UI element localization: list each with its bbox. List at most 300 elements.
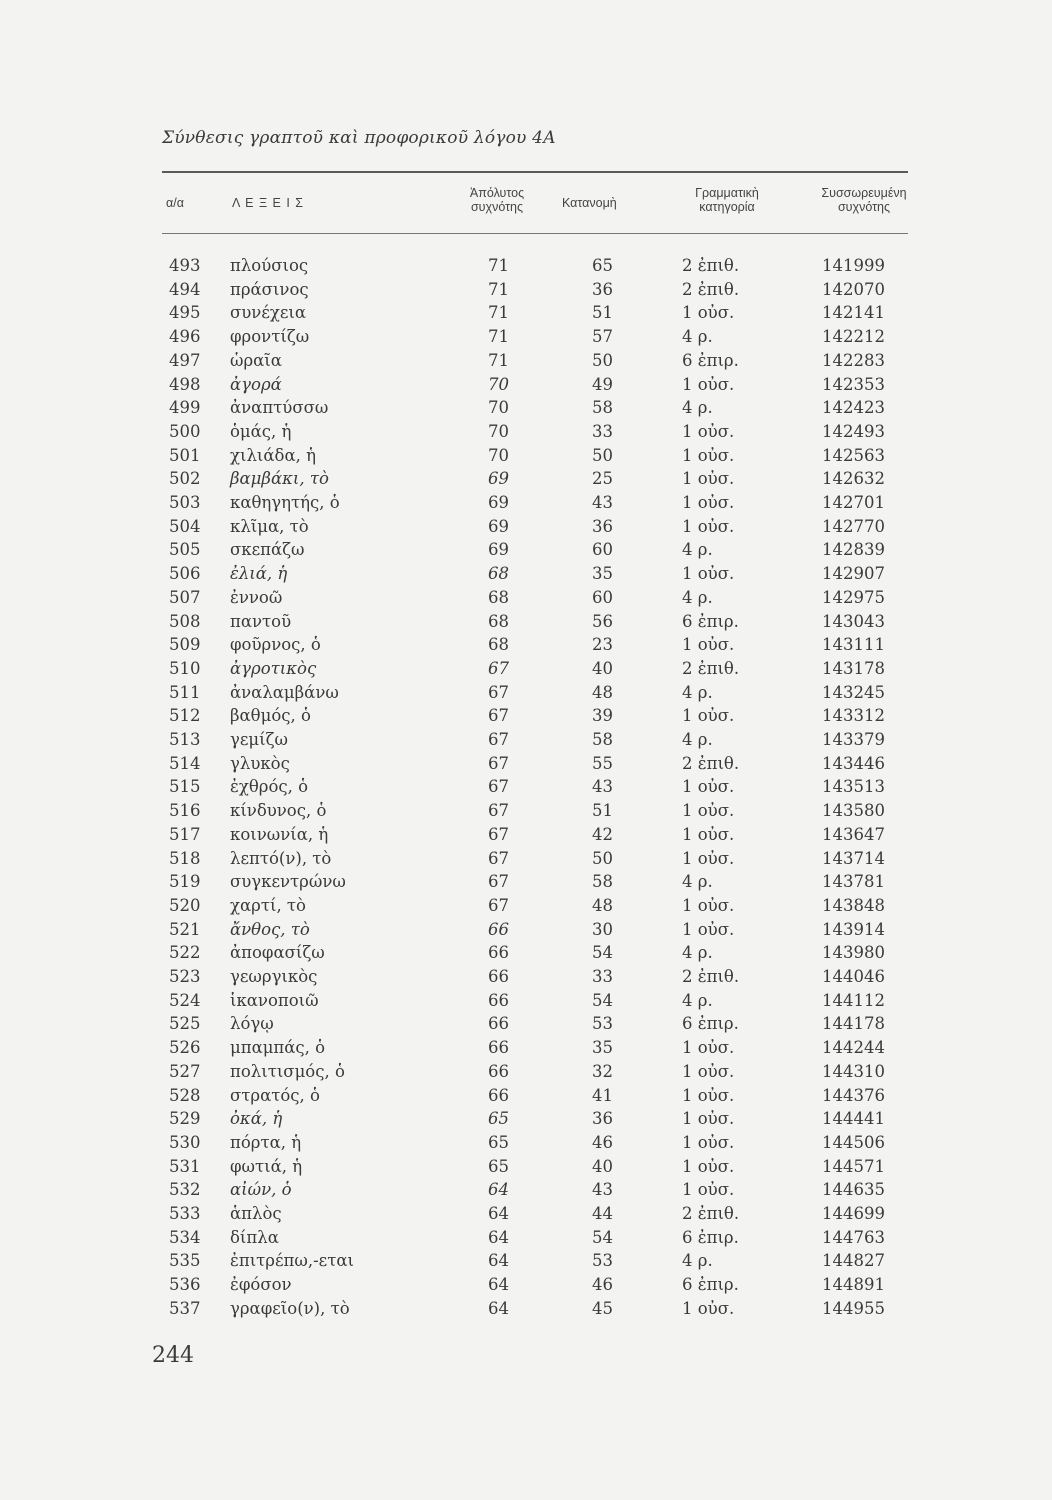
- row-grammar-category: 4 ρ.: [682, 1251, 713, 1271]
- row-distribution: 25: [592, 469, 613, 489]
- row-grammar-category: 1 οὐσ.: [682, 1038, 735, 1058]
- row-grammar-category: 2 ἐπιθ.: [682, 256, 740, 275]
- row-word: φωτιά, ἡ: [230, 1156, 303, 1176]
- row-number: 511: [169, 682, 201, 702]
- row-word: ὀκά, ἡ: [230, 1109, 283, 1129]
- table-row: [0, 301, 1052, 325]
- row-cumulative-frequency: 142907: [822, 564, 885, 584]
- header-distribution: Κατανομὴ: [562, 196, 617, 210]
- row-word: βαθμός, ὁ: [230, 706, 311, 726]
- row-grammar-category: 6 ἐπιρ.: [682, 350, 739, 370]
- row-distribution: 48: [592, 682, 613, 702]
- row-number: 497: [169, 350, 201, 370]
- row-cumulative-frequency: 144891: [822, 1275, 885, 1295]
- row-grammar-category: 4 ρ.: [682, 730, 713, 749]
- row-number: 498: [169, 374, 201, 394]
- row-word: ὁμάς, ἡ: [230, 421, 292, 441]
- table-row: [0, 562, 1052, 586]
- row-absolute-frequency: 67: [488, 895, 509, 915]
- row-number: 534: [169, 1227, 201, 1247]
- row-absolute-frequency: 70: [488, 445, 509, 465]
- row-number: 505: [169, 540, 201, 560]
- row-absolute-frequency: 68: [488, 635, 509, 655]
- row-absolute-frequency: 66: [488, 1014, 509, 1034]
- table-row: [0, 1226, 1052, 1250]
- row-distribution: 43: [592, 777, 613, 797]
- row-cumulative-frequency: 144112: [822, 990, 885, 1010]
- table-row: [0, 491, 1052, 515]
- header-cumulative-line1: Συσσωρευμένη: [821, 186, 907, 200]
- row-word: γεωργικὸς: [230, 967, 318, 986]
- row-distribution: 58: [592, 398, 613, 418]
- row-cumulative-frequency: 142070: [822, 279, 885, 299]
- table-row: [0, 657, 1052, 681]
- row-grammar-category: 2 ἐπιθ.: [682, 279, 740, 299]
- row-word: κοινωνία, ἡ: [230, 824, 329, 844]
- table-row: [0, 538, 1052, 562]
- table-row: [0, 965, 1052, 989]
- row-distribution: 33: [592, 967, 613, 986]
- row-distribution: 60: [592, 540, 613, 560]
- row-grammar-category: 1 οὐσ.: [682, 1298, 735, 1318]
- row-number: 504: [169, 516, 201, 536]
- row-grammar-category: 4 ρ.: [682, 327, 713, 347]
- row-number: 495: [169, 303, 201, 323]
- row-number: 502: [169, 469, 201, 489]
- row-word: πράσινος: [230, 279, 309, 299]
- row-number: 514: [169, 753, 201, 773]
- row-distribution: 54: [592, 1227, 613, 1247]
- row-number: 525: [169, 1014, 201, 1034]
- row-cumulative-frequency: 143513: [822, 777, 885, 797]
- row-grammar-category: 6 ἐπιρ.: [682, 1275, 739, 1295]
- row-number: 531: [169, 1156, 201, 1176]
- row-absolute-frequency: 66: [488, 1061, 509, 1081]
- row-distribution: 43: [592, 1180, 613, 1200]
- row-grammar-category: 1 οὐσ.: [682, 1132, 735, 1152]
- row-grammar-category: 2 ἐπιθ.: [682, 967, 740, 986]
- table-row: [0, 894, 1052, 918]
- row-distribution: 53: [592, 1014, 613, 1034]
- page-title: Σύνθεσις γραπτοῦ καὶ προφορικοῦ λόγου 4Α: [162, 128, 556, 148]
- row-distribution: 45: [592, 1298, 613, 1318]
- row-distribution: 51: [592, 303, 613, 323]
- row-absolute-frequency: 66: [488, 943, 509, 963]
- row-distribution: 40: [592, 1156, 613, 1176]
- row-grammar-category: 1 οὐσ.: [682, 706, 735, 726]
- row-distribution: 54: [592, 990, 613, 1010]
- table-row: [0, 847, 1052, 871]
- row-number: 530: [169, 1132, 201, 1152]
- row-cumulative-frequency: 143980: [822, 943, 885, 963]
- row-number: 508: [169, 611, 201, 631]
- row-cumulative-frequency: 144310: [822, 1061, 885, 1081]
- row-cumulative-frequency: 144244: [822, 1038, 885, 1058]
- table-row: [0, 870, 1052, 894]
- table-row: [0, 610, 1052, 634]
- table-row: [0, 1249, 1052, 1273]
- row-cumulative-frequency: 142141: [822, 303, 885, 323]
- table-row: [0, 681, 1052, 705]
- table-row: [0, 728, 1052, 752]
- row-number: 520: [169, 895, 201, 915]
- header-words: Λ Ε Ξ Ε Ι Σ: [232, 196, 305, 210]
- row-absolute-frequency: 68: [488, 611, 509, 631]
- header-bottom-rule: [162, 233, 908, 234]
- row-absolute-frequency: 66: [488, 919, 509, 939]
- row-absolute-frequency: 64: [488, 1180, 509, 1200]
- row-cumulative-frequency: 142563: [822, 445, 885, 465]
- row-number: 524: [169, 990, 201, 1010]
- row-number: 499: [169, 398, 201, 418]
- row-cumulative-frequency: 142423: [822, 398, 885, 418]
- header-absolute-line2: συχνότης: [470, 200, 524, 214]
- row-word: ἱκανοποιῶ: [230, 990, 319, 1010]
- row-number: 527: [169, 1061, 201, 1081]
- row-distribution: 42: [592, 824, 613, 844]
- row-distribution: 35: [592, 564, 613, 584]
- row-number: 518: [169, 848, 201, 868]
- row-cumulative-frequency: 143446: [822, 753, 885, 773]
- row-number: 535: [169, 1251, 201, 1271]
- row-distribution: 46: [592, 1275, 613, 1295]
- row-cumulative-frequency: 142212: [822, 327, 885, 347]
- table-row: [0, 775, 1052, 799]
- row-number: 521: [169, 919, 201, 939]
- row-word: ἐχθρός, ὁ: [230, 777, 309, 797]
- row-number: 528: [169, 1085, 201, 1105]
- row-absolute-frequency: 71: [488, 327, 509, 347]
- row-number: 494: [169, 279, 201, 299]
- row-distribution: 36: [592, 1109, 613, 1129]
- row-word: σκεπάζω: [230, 540, 305, 560]
- row-grammar-category: 1 οὐσ.: [682, 1085, 735, 1105]
- row-word: συγκεντρώνω: [230, 872, 346, 892]
- row-grammar-category: 1 οὐσ.: [682, 895, 735, 915]
- row-distribution: 57: [592, 327, 613, 347]
- row-cumulative-frequency: 143245: [822, 682, 885, 702]
- table-row: [0, 467, 1052, 491]
- row-distribution: 58: [592, 872, 613, 892]
- row-distribution: 54: [592, 943, 613, 963]
- row-cumulative-frequency: 143781: [822, 872, 885, 892]
- row-word: χαρτί, τὸ: [230, 895, 306, 915]
- row-absolute-frequency: 65: [488, 1132, 509, 1152]
- row-grammar-category: 1 οὐσ.: [682, 1156, 735, 1176]
- table-row: [0, 989, 1052, 1013]
- table-row: [0, 586, 1052, 610]
- row-cumulative-frequency: 142839: [822, 540, 885, 560]
- row-word: χιλιάδα, ἡ: [230, 445, 316, 465]
- row-word: συνέχεια: [230, 303, 307, 323]
- row-grammar-category: 2 ἐπιθ.: [682, 1204, 740, 1223]
- table-row: [0, 752, 1052, 776]
- row-number: 532: [169, 1180, 201, 1200]
- row-absolute-frequency: 64: [488, 1298, 509, 1318]
- row-absolute-frequency: 66: [488, 1085, 509, 1105]
- row-grammar-category: 1 οὐσ.: [682, 1180, 735, 1200]
- row-cumulative-frequency: 142632: [822, 469, 885, 489]
- row-absolute-frequency: 66: [488, 1038, 509, 1058]
- row-grammar-category: 2 ἐπιθ.: [682, 658, 740, 678]
- row-distribution: 36: [592, 279, 613, 299]
- row-number: 523: [169, 967, 201, 986]
- row-distribution: 65: [592, 256, 613, 275]
- row-absolute-frequency: 67: [488, 682, 509, 702]
- row-number: 529: [169, 1109, 201, 1129]
- row-distribution: 53: [592, 1251, 613, 1271]
- row-cumulative-frequency: 144506: [822, 1132, 885, 1152]
- table-row: [0, 1131, 1052, 1155]
- row-grammar-category: 1 οὐσ.: [682, 445, 735, 465]
- row-absolute-frequency: 67: [488, 706, 509, 726]
- row-grammar-category: 6 ἐπιρ.: [682, 611, 739, 631]
- row-absolute-frequency: 71: [488, 279, 509, 299]
- table-row: [0, 1036, 1052, 1060]
- row-word: ἐλιά, ἡ: [230, 564, 288, 584]
- row-cumulative-frequency: 141999: [822, 256, 885, 275]
- row-distribution: 30: [592, 919, 613, 939]
- row-cumulative-frequency: 144376: [822, 1085, 885, 1105]
- table-row: [0, 254, 1052, 278]
- row-absolute-frequency: 65: [488, 1109, 509, 1129]
- row-word: πόρτα, ἡ: [230, 1132, 302, 1152]
- row-grammar-category: 1 οὐσ.: [682, 516, 735, 536]
- row-absolute-frequency: 70: [488, 398, 509, 418]
- row-word: ἄνθος, τὸ: [230, 919, 310, 939]
- row-distribution: 43: [592, 493, 613, 512]
- header-grammar-line2: κατηγορία: [699, 200, 755, 214]
- row-grammar-category: 4 ρ.: [682, 943, 713, 963]
- row-cumulative-frequency: 142493: [822, 421, 885, 441]
- page-number: 244: [152, 1343, 194, 1368]
- table-row: [0, 1107, 1052, 1131]
- row-number: 516: [169, 801, 201, 821]
- row-distribution: 41: [592, 1085, 613, 1105]
- row-word: φοῦρνος, ὁ: [230, 635, 321, 655]
- row-distribution: 33: [592, 421, 613, 441]
- row-distribution: 60: [592, 587, 613, 607]
- row-grammar-category: 4 ρ.: [682, 540, 713, 560]
- row-word: δίπλα: [230, 1227, 279, 1247]
- row-grammar-category: 1 οὐσ.: [682, 1109, 735, 1129]
- row-grammar-category: 1 οὐσ.: [682, 493, 735, 512]
- row-distribution: 35: [592, 1038, 613, 1058]
- row-number: 526: [169, 1038, 201, 1058]
- header-top-rule: [162, 171, 908, 173]
- row-absolute-frequency: 66: [488, 990, 509, 1010]
- row-word: ἀναπτύσσω: [230, 398, 329, 418]
- row-absolute-frequency: 67: [488, 872, 509, 892]
- table-row: [0, 396, 1052, 420]
- row-word: βαμβάκι, τὸ: [230, 469, 329, 489]
- row-absolute-frequency: 71: [488, 303, 509, 323]
- row-number: 513: [169, 730, 201, 749]
- row-cumulative-frequency: 142975: [822, 587, 885, 607]
- table-row: [0, 349, 1052, 373]
- row-word: λεπτό(ν), τὸ: [230, 848, 332, 868]
- row-absolute-frequency: 67: [488, 777, 509, 797]
- row-cumulative-frequency: 144635: [822, 1180, 885, 1200]
- header-absolute: [452, 186, 542, 214]
- row-number: 506: [169, 564, 201, 584]
- header-num: α/α: [166, 196, 184, 210]
- row-grammar-category: 1 οὐσ.: [682, 303, 735, 323]
- row-number: 522: [169, 943, 201, 963]
- row-number: 507: [169, 587, 201, 607]
- row-grammar-category: 1 οὐσ.: [682, 374, 735, 394]
- row-cumulative-frequency: 143647: [822, 824, 885, 844]
- table-row: [0, 420, 1052, 444]
- row-absolute-frequency: 69: [488, 516, 509, 536]
- row-word: ὡραῖα: [230, 350, 282, 370]
- row-absolute-frequency: 64: [488, 1275, 509, 1295]
- row-grammar-category: 1 οὐσ.: [682, 564, 735, 584]
- row-absolute-frequency: 67: [488, 730, 509, 749]
- row-word: καθηγητής, ὁ: [230, 493, 340, 512]
- row-word: ἀγορά: [230, 374, 282, 394]
- table-row: [0, 373, 1052, 397]
- row-absolute-frequency: 69: [488, 469, 509, 489]
- row-word: ἀναλαμβάνω: [230, 682, 339, 702]
- row-grammar-category: 1 οὐσ.: [682, 421, 735, 441]
- row-grammar-category: 4 ρ.: [682, 398, 713, 418]
- row-cumulative-frequency: 143714: [822, 848, 885, 868]
- row-number: 503: [169, 493, 201, 512]
- header-grammar: [672, 186, 782, 214]
- row-number: 493: [169, 256, 201, 275]
- header-grammar-line1: Γραμματικὴ: [695, 186, 759, 200]
- row-absolute-frequency: 64: [488, 1204, 509, 1223]
- row-cumulative-frequency: 142701: [822, 493, 885, 512]
- row-absolute-frequency: 71: [488, 350, 509, 370]
- row-cumulative-frequency: 144571: [822, 1156, 885, 1176]
- row-cumulative-frequency: 144827: [822, 1251, 885, 1271]
- row-grammar-category: 1 οὐσ.: [682, 848, 735, 868]
- row-absolute-frequency: 66: [488, 967, 509, 986]
- row-absolute-frequency: 67: [488, 824, 509, 844]
- row-number: 512: [169, 706, 201, 726]
- row-grammar-category: 1 οὐσ.: [682, 777, 735, 797]
- row-word: ἐπιτρέπω,-εται: [230, 1251, 354, 1271]
- row-grammar-category: 1 οὐσ.: [682, 919, 735, 939]
- row-absolute-frequency: 71: [488, 256, 509, 275]
- row-cumulative-frequency: 143379: [822, 730, 885, 749]
- row-distribution: 32: [592, 1061, 613, 1081]
- row-word: κλῖμα, τὸ: [230, 516, 309, 536]
- row-word: ἐννοῶ: [230, 587, 283, 607]
- row-distribution: 46: [592, 1132, 613, 1152]
- row-number: 536: [169, 1275, 201, 1295]
- row-word: ἐφόσον: [230, 1275, 292, 1295]
- row-cumulative-frequency: 143580: [822, 801, 885, 821]
- row-distribution: 39: [592, 706, 613, 726]
- row-word: μπαμπάς, ὁ: [230, 1038, 326, 1058]
- row-cumulative-frequency: 143043: [822, 611, 885, 631]
- row-grammar-category: 1 οὐσ.: [682, 469, 735, 489]
- row-grammar-category: 6 ἐπιρ.: [682, 1014, 739, 1034]
- table-row: [0, 1155, 1052, 1179]
- row-grammar-category: 1 οὐσ.: [682, 1061, 735, 1081]
- row-grammar-category: 1 οὐσ.: [682, 635, 735, 655]
- row-number: 515: [169, 777, 201, 797]
- row-word: φροντίζω: [230, 327, 310, 347]
- row-distribution: 36: [592, 516, 613, 536]
- row-word: στρατός, ὁ: [230, 1085, 320, 1105]
- row-cumulative-frequency: 143848: [822, 895, 885, 915]
- table-row: [0, 799, 1052, 823]
- table-row: [0, 918, 1052, 942]
- row-cumulative-frequency: 144699: [822, 1204, 885, 1223]
- row-number: 509: [169, 635, 201, 655]
- row-word: ἀποφασίζω: [230, 943, 325, 963]
- table-row: [0, 633, 1052, 657]
- row-absolute-frequency: 69: [488, 493, 509, 512]
- row-cumulative-frequency: 142283: [822, 350, 885, 370]
- row-absolute-frequency: 64: [488, 1251, 509, 1271]
- row-word: ἁπλὸς: [230, 1204, 282, 1223]
- row-cumulative-frequency: 142770: [822, 516, 885, 536]
- row-word: πλούσιος: [230, 256, 309, 275]
- row-distribution: 23: [592, 635, 613, 655]
- table-row: [0, 1273, 1052, 1297]
- row-number: 496: [169, 327, 201, 347]
- row-distribution: 44: [592, 1204, 613, 1223]
- table-row: [0, 325, 1052, 349]
- row-absolute-frequency: 69: [488, 540, 509, 560]
- row-cumulative-frequency: 143178: [822, 658, 885, 678]
- table-row: [0, 704, 1052, 728]
- header-cumulative-line2: συχνότης: [837, 200, 891, 214]
- header-cumulative: [802, 186, 926, 214]
- row-cumulative-frequency: 144046: [822, 967, 885, 986]
- row-grammar-category: 4 ρ.: [682, 990, 713, 1010]
- row-absolute-frequency: 67: [488, 848, 509, 868]
- row-distribution: 48: [592, 895, 613, 915]
- row-grammar-category: 1 οὐσ.: [682, 824, 735, 844]
- row-cumulative-frequency: 144763: [822, 1227, 885, 1247]
- row-cumulative-frequency: 144441: [822, 1109, 885, 1129]
- row-cumulative-frequency: 143914: [822, 919, 885, 939]
- row-word: παντοῦ: [230, 611, 292, 631]
- row-distribution: 49: [592, 374, 613, 394]
- row-grammar-category: 4 ρ.: [682, 872, 713, 892]
- row-number: 510: [169, 658, 201, 678]
- row-cumulative-frequency: 143111: [822, 635, 885, 655]
- table-row: [0, 1060, 1052, 1084]
- row-absolute-frequency: 65: [488, 1156, 509, 1176]
- row-cumulative-frequency: 142353: [822, 374, 885, 394]
- table-row: [0, 278, 1052, 302]
- table-row: [0, 1012, 1052, 1036]
- row-word: κίνδυνος, ὁ: [230, 801, 327, 821]
- row-distribution: 51: [592, 801, 613, 821]
- row-number: 501: [169, 445, 201, 465]
- row-grammar-category: 6 ἐπιρ.: [682, 1227, 739, 1247]
- row-absolute-frequency: 70: [488, 374, 509, 394]
- table-row: [0, 515, 1052, 539]
- row-word: γραφεῖο(ν), τὸ: [230, 1298, 350, 1318]
- row-absolute-frequency: 70: [488, 421, 509, 441]
- row-absolute-frequency: 68: [488, 564, 509, 584]
- table-row: [0, 1202, 1052, 1226]
- row-grammar-category: 4 ρ.: [682, 682, 713, 702]
- table-row: [0, 823, 1052, 847]
- row-word: γεμίζω: [230, 730, 288, 749]
- row-distribution: 56: [592, 611, 613, 631]
- table-row: [0, 444, 1052, 468]
- row-cumulative-frequency: 144178: [822, 1014, 885, 1034]
